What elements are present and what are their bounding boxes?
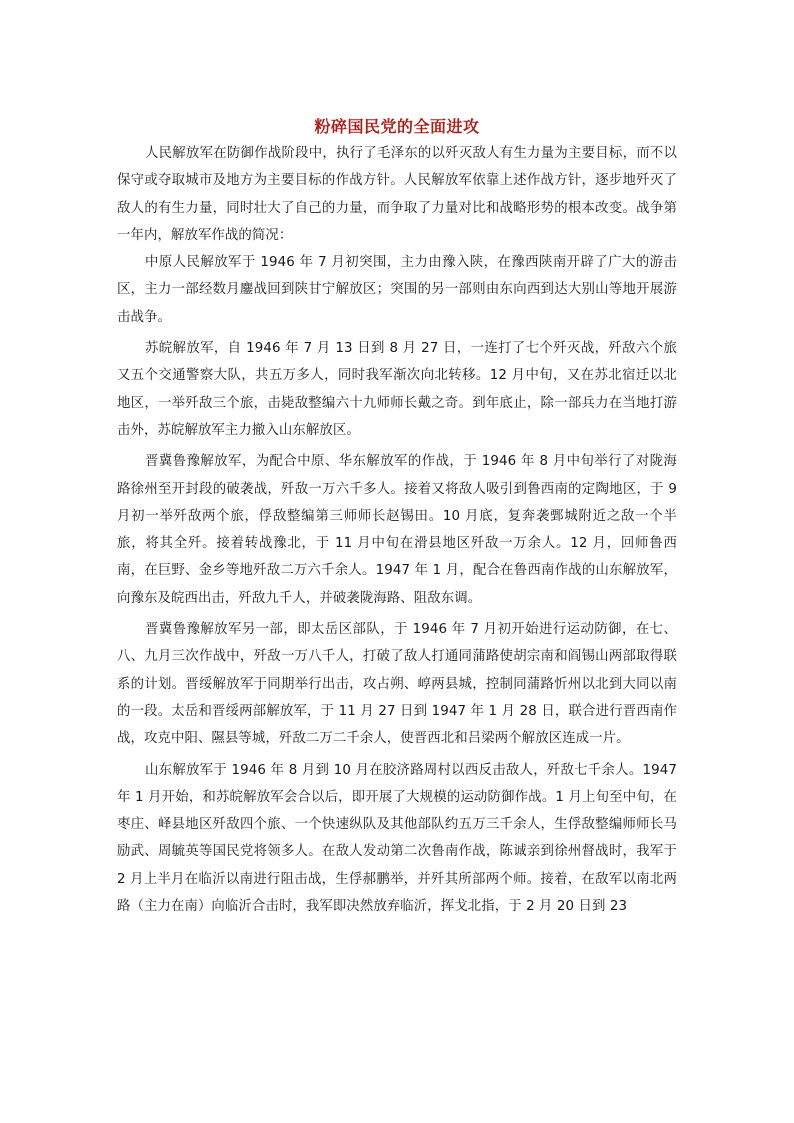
paragraph-taiyue: 晋冀鲁豫解放军另一部，即太岳区部队，于 1946 年 7 月初开始进行运动防御，在七、八、九月三次作战中，歼敌一万八千人，打破了敌人打通同蒲路使胡宗南和阎锡山两部取得联系的计划。晋绥解放军于同期举行出击，攻占朔、崞两县城，控制同蒲路忻州以北到大同以南的一段。太岳和晋绥两部解放军，于 11 月 27 日到 1947 年 1 月 28 日，联合进行晋西南作战，攻克中阳、隰县等城，歼敌二万二千余人，使晋西北和吕梁两个解放区连成一片。 xyxy=(117,622,677,747)
paragraph-jinjiluyu: 晋冀鲁豫解放军，为配合中原、华东解放军的作战，于 1946 年 8 月中旬举行了对陇海路徐州至开封段的破袭战，歼敌一万六千多人。接着又将敌人吸引到鲁西南的定陶地区，于 9 月初一举歼敌两个旅，俘敌整编第三师师长赵锡田。10 月底，复奔袭鄄城附近之敌一个半旅，将其全歼。接着转战豫北，于 11 月中旬在滑县地区歼敌一万余人。12 月，回师鲁西南，在巨野、金乡等地歼敌二万六千余人。1947 年 1 月，配合在鲁西南作战的山东解放军，向豫东及皖西出击，歼敌九千人，并破袭陇海路、阻敌东调。 xyxy=(117,454,677,606)
paragraph-suwan: 苏皖解放军，自 1946 年 7 月 13 日到 8 月 27 日，一连打了七个歼灭战，歼敌六个旅又五个交通警察大队，共五万多人，同时我军渐次向北转移。12 月中旬，又在苏北宿迁以北地区，一举歼敌三个旅，击毙敌整编六十九师师长戴之奇。到年底止，除一部兵力在当地打游击外，苏皖解放军主力撤入山东解放区。 xyxy=(117,341,677,438)
paragraph-central-plains: 中原人民解放军于 1946 年 7 月初突围，主力由豫入陕，在豫西陕南开辟了广大的游击区，主力一部经数月鏖战回到陕甘宁解放区；突围的另一部则由东向西到达大别山等地开展游击战争。 xyxy=(117,255,677,325)
document-title: 粉碎国民党的全面进攻 xyxy=(314,116,480,136)
document-body xyxy=(117,140,677,920)
paragraph-shandong: 山东解放军于 1946 年 8 月到 10 月在胶济路周村以西反击敌人，歼敌七千余人。1947 年 1 月开始，和苏皖解放军会合以后，即开展了大规模的运动防御作战。1 月上旬至中旬，在枣庄、峄县地区歼敌四个旅、一个快速纵队及其他部队约五万三千余人，生俘敌整编师师长马励武、周毓英等国民党将领多人。在敌人发动第二次鲁南作战，陈诚亲到徐州督战时，我军于 2 月上半月在临沂以南进行阻击战，生俘郝鹏举，并歼其所部两个师。接着，在敌军以南北两路（主力在南）向临沂合击时，我军即决然放弃临沂，挥戈北指，于 2 月 20 日到 23 xyxy=(117,762,677,915)
paragraph-intro: 人民解放军在防御作战阶段中，执行了毛泽东的以歼灭敌人有生力量为主要目标，而不以保守或夺取城市及地方为主要目标的作战方针。人民解放军依靠上述作战方针，逐步地歼灭了敌人的有生力量，同时壮大了自己的力量，而争取了力量对比和战略形势的根本改变。战争第一年内，解放军作战的简况： xyxy=(117,146,677,243)
